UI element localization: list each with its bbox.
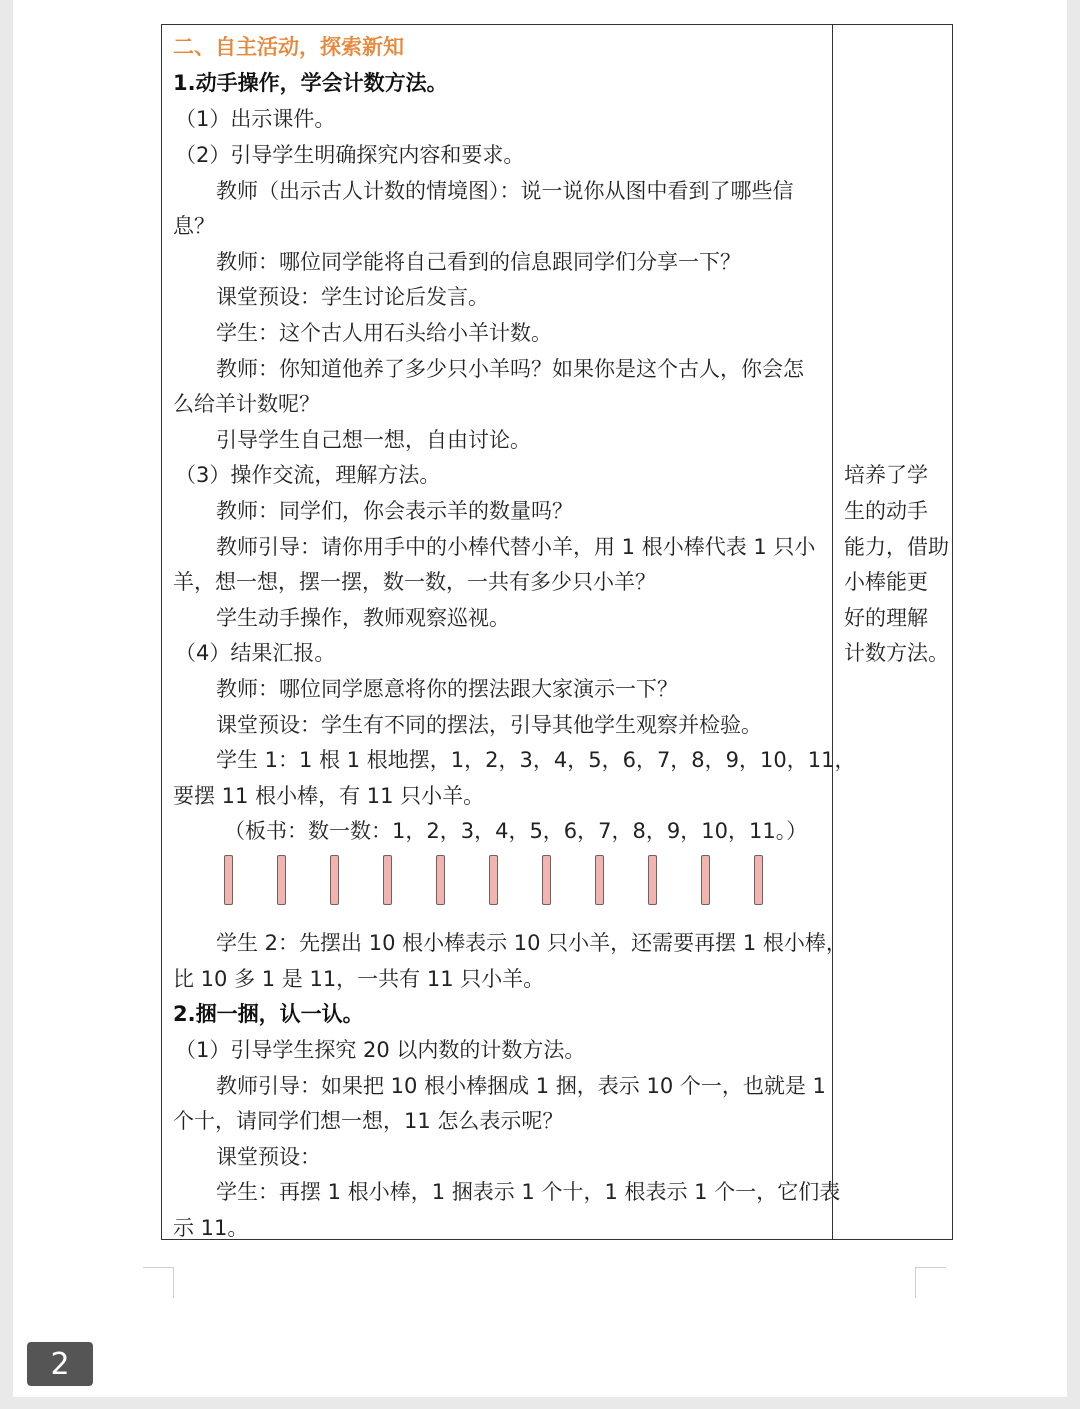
text-line: （4）结果汇报。	[175, 641, 336, 665]
note-line: 好的理解	[844, 606, 928, 630]
part2-title: 2.捆一捆，认一认。	[173, 1002, 364, 1026]
text-line: 学生：再摆 1 根小棒，1 捆表示 1 个十，1 根表示 1 个一，它们表	[216, 1180, 841, 1204]
notes-column	[844, 25, 952, 1239]
text-line: 课堂预设：学生讨论后发言。	[216, 285, 489, 309]
text-line: 教师：你知道他养了多少只小羊吗？如果你是这个古人，你会怎	[216, 357, 804, 381]
counting-stick	[648, 855, 657, 905]
text-line: （2）引导学生明确探究内容和要求。	[175, 143, 525, 167]
counting-stick	[595, 855, 604, 905]
text-line: 么给羊计数呢？	[173, 392, 320, 416]
text-line: 课堂预设：	[216, 1145, 321, 1169]
counting-stick	[542, 855, 551, 905]
counting-stick	[224, 855, 233, 905]
text-line: 引导学生自己想一想，自由讨论。	[216, 428, 531, 452]
text-line: 学生：这个古人用石头给小羊计数。	[216, 321, 552, 345]
text-line: 课堂预设：学生有不同的摆法，引导其他学生观察并检验。	[216, 713, 762, 737]
text-line: 教师：哪位同学愿意将你的摆法跟大家演示一下？	[216, 677, 678, 701]
text-line: 教师（出示古人计数的情境图）：说一说你从图中看到了哪些信	[216, 179, 794, 203]
text-line: 学生动手操作，教师观察巡视。	[216, 606, 510, 630]
text-line: （3）操作交流，理解方法。	[175, 463, 441, 487]
note-line: 能力，借助	[844, 535, 949, 559]
text-line: 教师引导：请你用手中的小棒代替小羊，用 1 根小棒代表 1 只小	[216, 535, 816, 559]
text-line: 教师：同学们，你会表示羊的数量吗？	[216, 499, 573, 523]
note-line: 培养了学	[844, 463, 928, 487]
counting-stick	[383, 855, 392, 905]
text-line: （1）引导学生探究 20 以内数的计数方法。	[175, 1038, 586, 1062]
part1-title: 1.动手操作，学会计数方法。	[173, 71, 448, 95]
page-corner-mark	[915, 1267, 946, 1298]
lesson-table	[161, 24, 953, 1240]
counting-stick	[277, 855, 286, 905]
page-corner-mark	[143, 1267, 174, 1298]
text-line: 学生 1：1 根 1 根地摆，1，2，3，4，5，6，7，8，9，10，11，	[216, 748, 856, 772]
main-column	[162, 25, 856, 1240]
page-number[interactable]: 2	[27, 1342, 93, 1386]
counting-stick	[330, 855, 339, 905]
note-line: 计数方法。	[844, 641, 949, 665]
note-line: 生的动手	[844, 499, 928, 523]
text-line: 个十，请同学们想一想，11 怎么表示呢？	[173, 1109, 564, 1133]
text-line: 羊，想一想，摆一摆，数一数，一共有多少只小羊？	[173, 570, 656, 594]
counting-stick	[701, 855, 710, 905]
text-line: 示 11。	[173, 1216, 249, 1240]
section-title: 二、自主活动，探索新知	[173, 35, 404, 59]
note-line: 小棒能更	[844, 570, 928, 594]
text-line: 教师：哪位同学能将自己看到的信息跟同学们分享一下？	[216, 250, 741, 274]
counting-stick	[489, 855, 498, 905]
text-line: （1）出示课件。	[175, 107, 336, 131]
text-line: 要摆 11 根小棒，有 11 只小羊。	[173, 784, 485, 808]
document-page	[13, 0, 1067, 1397]
text-line: 教师引导：如果把 10 根小棒捆成 1 捆，表示 10 个一，也就是 1	[216, 1074, 826, 1098]
text-line: 比 10 多 1 是 11，一共有 11 只小羊。	[173, 967, 545, 991]
counting-stick	[436, 855, 445, 905]
counting-stick	[754, 855, 763, 905]
text-line: 息？	[173, 214, 215, 238]
text-line: 学生 2：先摆出 10 根小棒表示 10 只小羊，还需要再摆 1 根小棒，	[216, 931, 847, 955]
board-note: （板书：数一数：1，2，3，4，5，6，7，8，9，10，11。）	[224, 819, 808, 843]
